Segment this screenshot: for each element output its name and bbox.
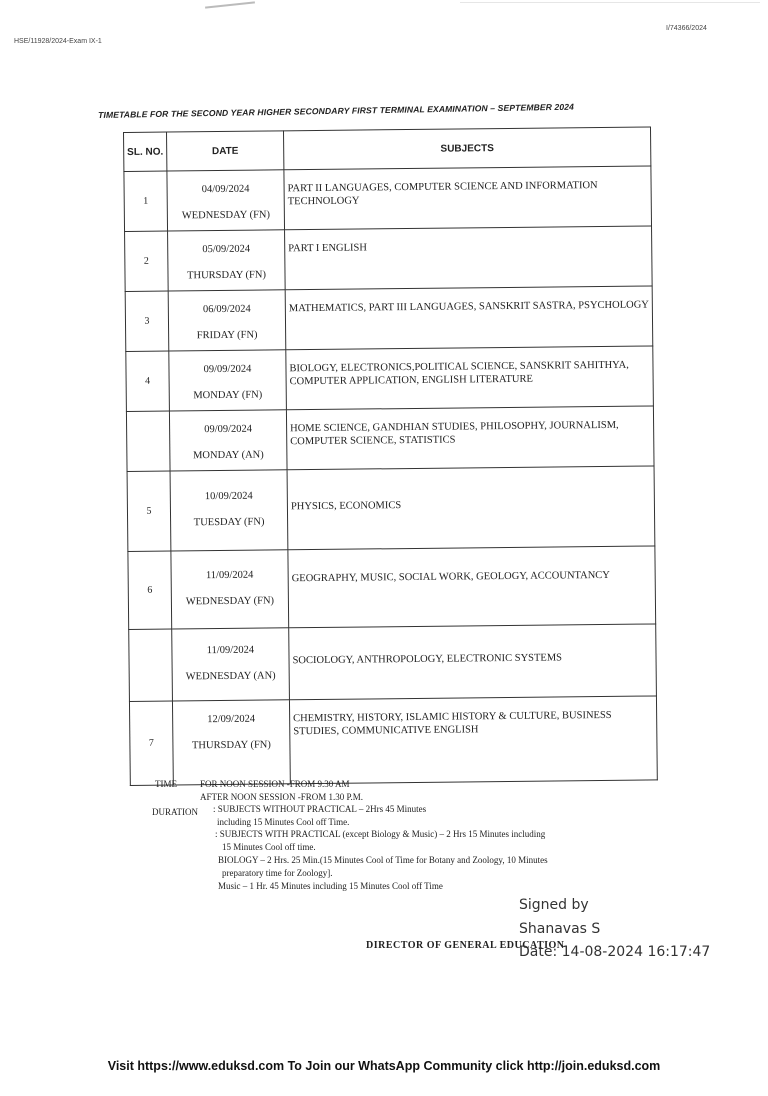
table-header-row bbox=[124, 127, 651, 172]
row-subjects: PART I ENGLISH bbox=[285, 226, 653, 290]
forenoon-session-time: FOR NOON SESSION -FROM 9.30 AM bbox=[200, 779, 350, 789]
row-date: 06/09/2024 bbox=[202, 303, 251, 316]
row-subjects: SOCIOLOGY, ANTHROPOLOGY, ELECTRONIC SYSTEMS bbox=[289, 624, 657, 700]
row-date-cell bbox=[170, 470, 288, 551]
row-sl-no: 6 bbox=[128, 551, 172, 629]
row-day: TUESDAY (FN) bbox=[193, 516, 265, 529]
row-date-cell bbox=[172, 700, 290, 785]
row-day: THURSDAY (FN) bbox=[191, 739, 271, 752]
header-sl-no: SL. NO. bbox=[124, 132, 167, 171]
duration-label: DURATION bbox=[152, 807, 198, 817]
row-subjects: BIOLOGY, ELECTRONICS,POLITICAL SCIENCE, SANSKRIT SAHITHYA, COMPUTER APPLICATION, ENGLISH LITERATURE bbox=[286, 346, 654, 410]
row-day: MONDAY (FN) bbox=[193, 389, 263, 402]
row-subjects: CHEMISTRY, HISTORY, ISLAMIC HISTORY & CULTURE, BUSINESS STUDIES, COMMUNICATIVE ENGLISH bbox=[289, 696, 657, 784]
row-sl-no: 5 bbox=[127, 471, 171, 551]
duration-with-practical-note: 15 Minutes Cool off time. bbox=[222, 842, 316, 852]
row-subjects: PART II LANGUAGES, COMPUTER SCIENCE AND INFORMATION TECHNOLOGY bbox=[284, 166, 652, 230]
row-date: 12/09/2024 bbox=[207, 713, 256, 726]
table-row bbox=[127, 466, 655, 552]
row-date-cell bbox=[172, 628, 290, 701]
row-date-cell bbox=[169, 350, 287, 411]
table-row bbox=[129, 696, 657, 786]
duration-with-practical: : SUBJECTS WITH PRACTICAL (except Biology & Music) – 2 Hrs 15 Minutes including bbox=[215, 829, 546, 839]
inward-reference-number: I/74366/2024 bbox=[666, 25, 707, 32]
row-sl-no: 1 bbox=[124, 171, 168, 231]
duration-music: Music – 1 Hr. 45 Minutes including 15 Minutes Cool off Time bbox=[218, 881, 443, 891]
timetable bbox=[123, 126, 658, 785]
duration-without-practical: : SUBJECTS WITHOUT PRACTICAL – 2Hrs 45 Minutes bbox=[213, 804, 427, 814]
row-day: WEDNESDAY (FN) bbox=[181, 209, 271, 222]
row-date: 09/09/2024 bbox=[204, 423, 253, 436]
table-row bbox=[129, 624, 657, 702]
row-day: WEDNESDAY (AN) bbox=[185, 670, 276, 683]
row-subjects: GEOGRAPHY, MUSIC, SOCIAL WORK, GEOLOGY, ACCOUNTANCY bbox=[288, 546, 656, 628]
row-sl-no bbox=[129, 629, 173, 701]
header-date: DATE bbox=[167, 131, 284, 171]
row-sl-no: 3 bbox=[125, 291, 169, 351]
table-row bbox=[125, 226, 653, 292]
row-date-cell bbox=[171, 550, 289, 629]
scan-mark bbox=[205, 1, 255, 8]
row-subjects: MATHEMATICS, PART III LANGUAGES, SANSKRIT SASTRA, PSYCHOLOGY bbox=[285, 286, 653, 350]
row-date: 04/09/2024 bbox=[201, 183, 250, 196]
row-date: 09/09/2024 bbox=[203, 363, 252, 376]
afternoon-session-time: AFTER NOON SESSION -FROM 1.30 P.M. bbox=[200, 792, 364, 802]
row-sl-no bbox=[126, 411, 170, 471]
row-date: 05/09/2024 bbox=[202, 243, 251, 256]
signature-name: Shanavas S bbox=[519, 921, 601, 937]
row-subjects: HOME SCIENCE, GANDHIAN STUDIES, PHILOSOPHY, JOURNALISM, COMPUTER SCIENCE, STATISTICS bbox=[286, 406, 654, 470]
table-row bbox=[124, 166, 652, 232]
table-row bbox=[126, 346, 654, 412]
duration-biology-note: preparatory time for Zoology]. bbox=[222, 868, 333, 878]
row-date: 11/09/2024 bbox=[205, 569, 254, 582]
row-date: 11/09/2024 bbox=[206, 644, 255, 657]
time-label: TIME bbox=[155, 779, 177, 789]
row-sl-no: 4 bbox=[126, 351, 170, 411]
row-day: MONDAY (AN) bbox=[192, 449, 264, 462]
signature-signed-by: Signed by bbox=[519, 897, 589, 913]
row-sl-no: 2 bbox=[125, 231, 169, 291]
row-day: FRIDAY (FN) bbox=[196, 329, 258, 342]
row-date-cell bbox=[168, 230, 286, 291]
row-date-cell bbox=[168, 290, 286, 351]
row-sl-no: 7 bbox=[129, 701, 173, 785]
signatory-designation: DIRECTOR OF GENERAL EDUCATION bbox=[366, 940, 565, 951]
scan-edge bbox=[460, 2, 760, 3]
table-row bbox=[128, 546, 656, 630]
row-day: WEDNESDAY (FN) bbox=[185, 595, 275, 608]
row-subjects: PHYSICS, ECONOMICS bbox=[287, 466, 655, 550]
table-row bbox=[126, 406, 654, 472]
duration-without-practical-note: including 15 Minutes Cool off Time. bbox=[217, 817, 350, 827]
footer-promo-text: Visit https://www.eduksd.com To Join our WhatsApp Community click http://join.eduksd.com bbox=[107, 1059, 661, 1073]
row-date-cell bbox=[169, 410, 287, 471]
file-reference-number: HSE/11928/2024-Exam IX-1 bbox=[14, 38, 102, 45]
signature-date: Date: 14-08-2024 16:17:47 bbox=[519, 944, 711, 960]
row-date: 10/09/2024 bbox=[204, 490, 253, 503]
row-day: THURSDAY (FN) bbox=[187, 269, 266, 282]
header-subjects: SUBJECTS bbox=[283, 127, 650, 170]
table-row bbox=[125, 286, 653, 352]
document-title: TIMETABLE FOR THE SECOND YEAR HIGHER SECONDARY FIRST TERMINAL EXAMINATION – SEPTEMBER 2024 bbox=[98, 101, 575, 120]
duration-biology: BIOLOGY – 2 Hrs. 25 Min.(15 Minutes Cool of Time for Botany and Zoology, 10 Minutes bbox=[218, 855, 548, 865]
row-date-cell bbox=[167, 170, 285, 231]
